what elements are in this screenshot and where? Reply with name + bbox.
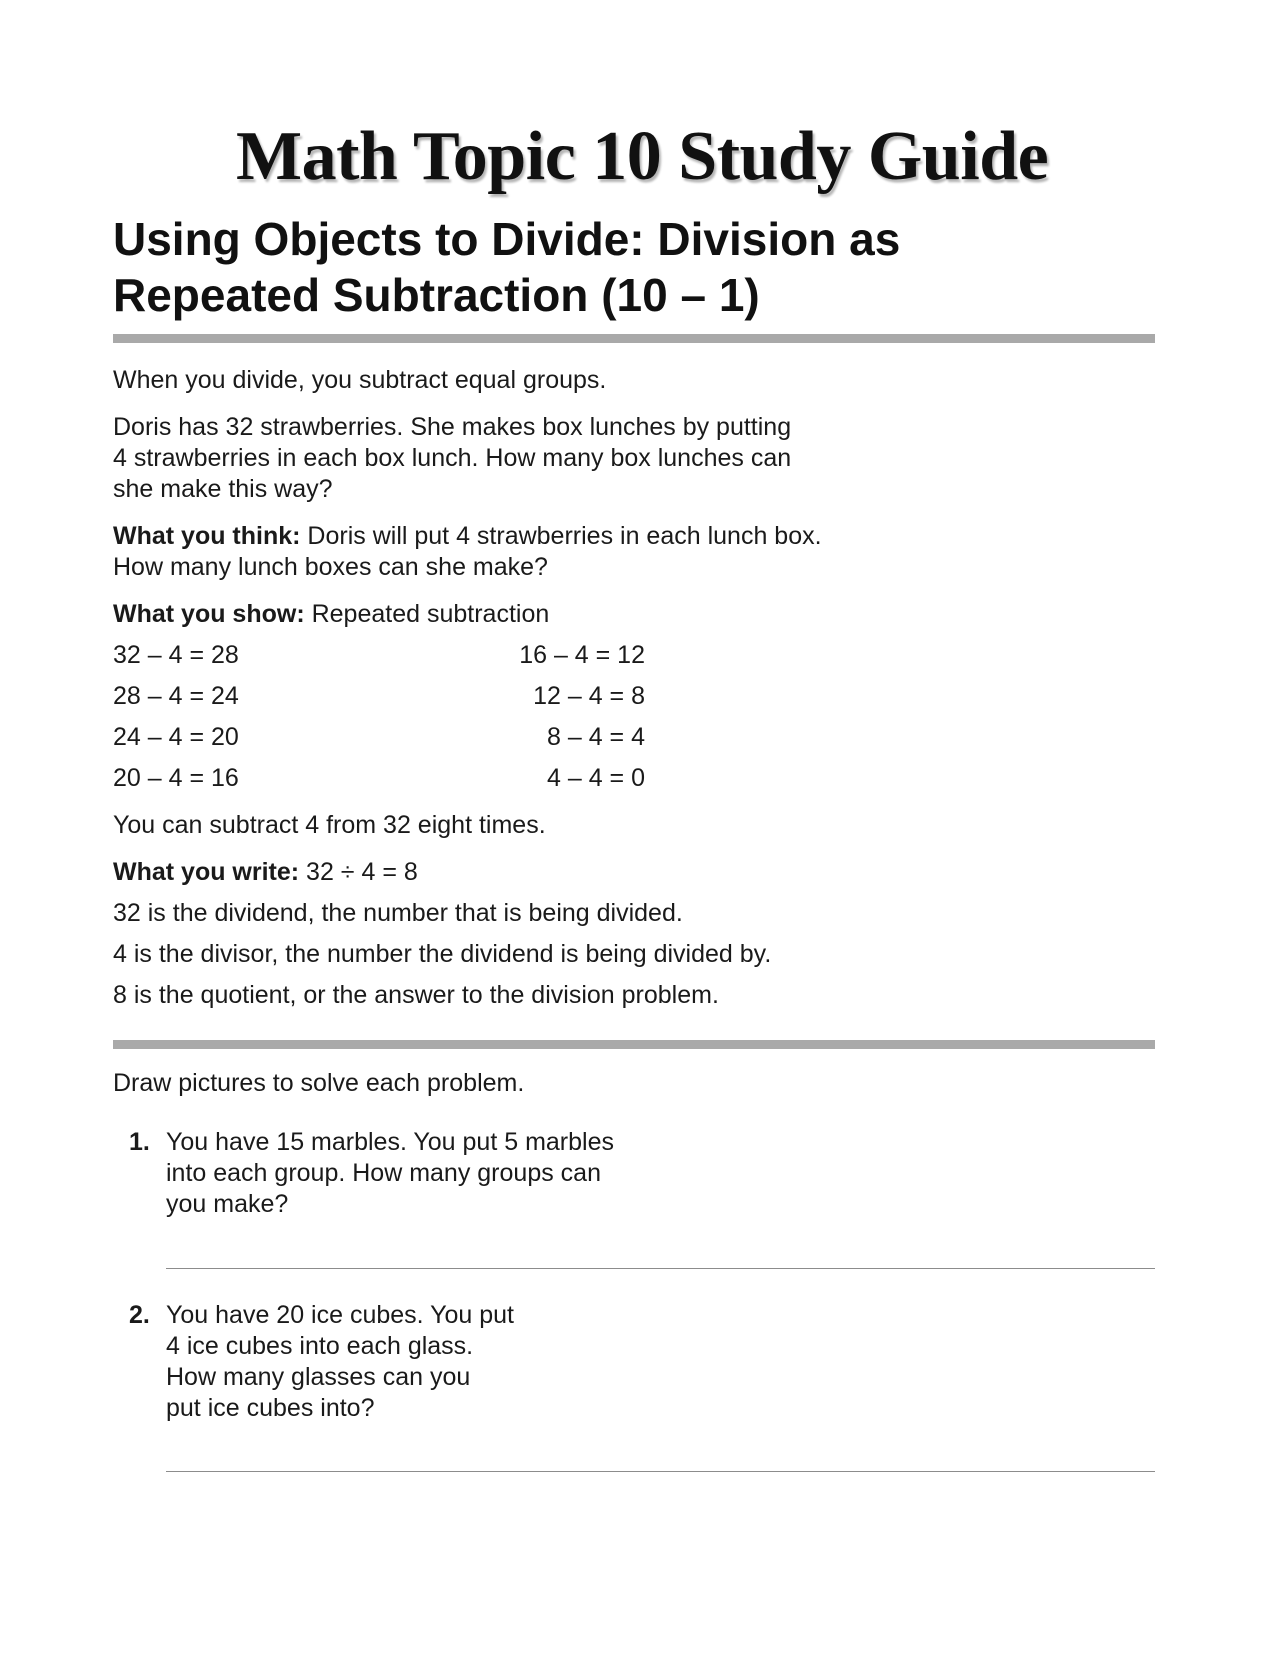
subtraction-equation: 16 – 4 = 12 [519,641,645,669]
what-you-show [113,599,549,630]
section-divider [113,1040,1155,1049]
conclusion-text: You can subtract 4 from 32 eight times. [113,811,546,839]
problem-text: You have 20 ice cubes. You put 4 ice cubes into each glass. How many glasses can you put ice cubes into? [166,1301,514,1422]
practice-instructions: Draw pictures to solve each problem. [113,1069,525,1097]
what-you-think [113,521,822,583]
section-divider [113,334,1155,343]
subtraction-equation: 12 – 4 = 8 [533,682,645,710]
what-you-show-text: Repeated subtraction [304,600,550,628]
subtraction-equation: 28 – 4 = 24 [113,682,239,710]
what-you-think-text: Doris will put 4 strawberries in each lunch box. How many lunch boxes can she make? [113,522,822,581]
what-you-think-label: What you think: [113,522,301,550]
definition-divisor: 4 is the divisor, the number the dividend is being divided by. [113,940,772,968]
answer-line [166,1268,1155,1269]
subtraction-equation: 20 – 4 = 16 [113,764,239,792]
intro-text: When you divide, you subtract equal groups. [113,366,607,394]
problem-text: You have 15 marbles. You put 5 marbles into each group. How many groups can you make? [166,1128,614,1218]
story-problem: Doris has 32 strawberries. She makes box lunches by putting 4 strawberries in each box lunch. How many box lunches can she make this way? [113,413,792,503]
subtraction-equation: 4 – 4 = 0 [547,764,645,792]
subtraction-equation: 32 – 4 = 28 [113,641,239,669]
definition-dividend: 32 is the dividend, the number that is being divided. [113,899,683,927]
problem-number: 2. [129,1301,150,1329]
what-you-write-text: 32 ÷ 4 = 8 [299,858,418,886]
definition-quotient: 8 is the quotient, or the answer to the division problem. [113,981,719,1009]
subtraction-equation: 8 – 4 = 4 [547,723,645,751]
what-you-write-label: What you write: [113,858,300,886]
page-title: Math Topic 10 Study Guide [236,118,1049,195]
subtraction-equation: 24 – 4 = 20 [113,723,239,751]
lesson-heading: Using Objects to Divide: Division as Repeated Subtraction (10 – 1) [113,213,901,321]
problem-number: 1. [129,1128,150,1156]
answer-line [166,1471,1155,1472]
what-you-write [113,857,418,888]
what-you-show-label: What you show: [113,600,305,628]
